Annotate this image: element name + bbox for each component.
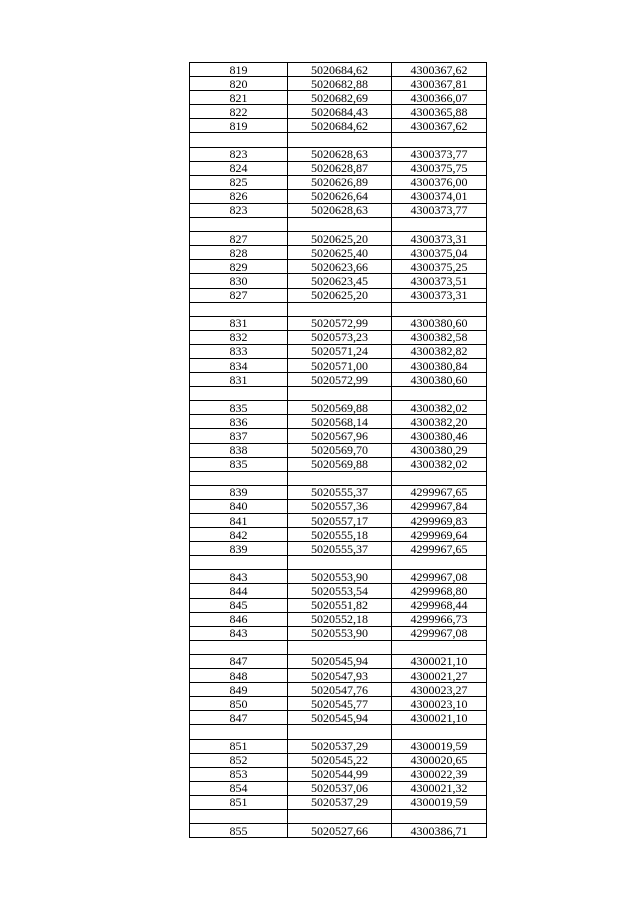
x-coordinate-cell: 5020626,89 bbox=[288, 175, 392, 189]
point-number-cell: 847 bbox=[190, 654, 288, 668]
y-coordinate-cell: 4300366,07 bbox=[392, 91, 487, 105]
y-coordinate-cell: 4300374,01 bbox=[392, 189, 487, 203]
table-row bbox=[190, 203, 487, 217]
table-row bbox=[190, 654, 487, 668]
point-number-cell: 854 bbox=[190, 781, 288, 795]
y-coordinate-cell: 4299967,08 bbox=[392, 626, 487, 640]
table-row bbox=[190, 274, 487, 288]
point-number-cell bbox=[190, 471, 288, 485]
y-coordinate-cell bbox=[392, 640, 487, 654]
y-coordinate-cell: 4300021,32 bbox=[392, 781, 487, 795]
x-coordinate-cell: 5020628,63 bbox=[288, 147, 392, 161]
table-row bbox=[190, 824, 487, 838]
y-coordinate-cell bbox=[392, 387, 487, 401]
point-number-cell: 824 bbox=[190, 161, 288, 175]
table-row bbox=[190, 584, 487, 598]
x-coordinate-cell: 5020684,43 bbox=[288, 105, 392, 119]
x-coordinate-cell: 5020537,29 bbox=[288, 795, 392, 809]
table-row bbox=[190, 63, 487, 77]
x-coordinate-cell: 5020551,82 bbox=[288, 598, 392, 612]
x-coordinate-cell: 5020571,24 bbox=[288, 344, 392, 358]
x-coordinate-cell: 5020573,23 bbox=[288, 330, 392, 344]
table-row bbox=[190, 542, 487, 556]
y-coordinate-cell: 4300021,10 bbox=[392, 654, 487, 668]
y-coordinate-cell: 4300382,02 bbox=[392, 401, 487, 415]
coordinates-table bbox=[189, 62, 487, 838]
point-number-cell: 833 bbox=[190, 344, 288, 358]
x-coordinate-cell: 5020544,99 bbox=[288, 767, 392, 781]
point-number-cell: 847 bbox=[190, 711, 288, 725]
x-coordinate-cell: 5020547,93 bbox=[288, 669, 392, 683]
y-coordinate-cell: 4299968,80 bbox=[392, 584, 487, 598]
point-number-cell bbox=[190, 133, 288, 147]
point-number-cell: 834 bbox=[190, 358, 288, 372]
y-coordinate-cell: 4300382,58 bbox=[392, 330, 487, 344]
blank-separator-row bbox=[190, 218, 487, 232]
table-row bbox=[190, 330, 487, 344]
blank-separator-row bbox=[190, 471, 487, 485]
y-coordinate-cell: 4299967,65 bbox=[392, 485, 487, 499]
x-coordinate-cell: 5020625,40 bbox=[288, 246, 392, 260]
x-coordinate-cell: 5020555,18 bbox=[288, 528, 392, 542]
x-coordinate-cell: 5020572,99 bbox=[288, 373, 392, 387]
table-row bbox=[190, 626, 487, 640]
x-coordinate-cell: 5020545,94 bbox=[288, 654, 392, 668]
table-row bbox=[190, 147, 487, 161]
y-coordinate-cell: 4300380,84 bbox=[392, 358, 487, 372]
y-coordinate-cell: 4299969,83 bbox=[392, 514, 487, 528]
table-row bbox=[190, 415, 487, 429]
y-coordinate-cell bbox=[392, 133, 487, 147]
y-coordinate-cell bbox=[392, 302, 487, 316]
x-coordinate-cell: 5020567,96 bbox=[288, 429, 392, 443]
point-number-cell: 821 bbox=[190, 91, 288, 105]
table-row bbox=[190, 105, 487, 119]
y-coordinate-cell: 4300022,39 bbox=[392, 767, 487, 781]
table-row bbox=[190, 429, 487, 443]
x-coordinate-cell: 5020682,69 bbox=[288, 91, 392, 105]
y-coordinate-cell: 4300373,77 bbox=[392, 203, 487, 217]
table-row bbox=[190, 683, 487, 697]
x-coordinate-cell bbox=[288, 725, 392, 739]
x-coordinate-cell: 5020572,99 bbox=[288, 316, 392, 330]
point-number-cell: 843 bbox=[190, 570, 288, 584]
table-row bbox=[190, 711, 487, 725]
point-number-cell bbox=[190, 556, 288, 570]
point-number-cell: 838 bbox=[190, 443, 288, 457]
y-coordinate-cell bbox=[392, 725, 487, 739]
y-coordinate-cell bbox=[392, 809, 487, 823]
table-row bbox=[190, 77, 487, 91]
point-number-cell: 843 bbox=[190, 626, 288, 640]
point-number-cell: 851 bbox=[190, 795, 288, 809]
x-coordinate-cell: 5020623,66 bbox=[288, 260, 392, 274]
point-number-cell bbox=[190, 640, 288, 654]
point-number-cell: 845 bbox=[190, 598, 288, 612]
point-number-cell: 826 bbox=[190, 189, 288, 203]
point-number-cell: 841 bbox=[190, 514, 288, 528]
x-coordinate-cell: 5020555,37 bbox=[288, 485, 392, 499]
x-coordinate-cell: 5020569,88 bbox=[288, 401, 392, 415]
table-row bbox=[190, 485, 487, 499]
y-coordinate-cell: 4300380,60 bbox=[392, 316, 487, 330]
y-coordinate-cell: 4300021,10 bbox=[392, 711, 487, 725]
blank-separator-row bbox=[190, 302, 487, 316]
table-row bbox=[190, 697, 487, 711]
table-row bbox=[190, 344, 487, 358]
point-number-cell: 823 bbox=[190, 203, 288, 217]
x-coordinate-cell: 5020626,64 bbox=[288, 189, 392, 203]
point-number-cell bbox=[190, 302, 288, 316]
x-coordinate-cell: 5020557,36 bbox=[288, 499, 392, 513]
y-coordinate-cell: 4300020,65 bbox=[392, 753, 487, 767]
point-number-cell: 827 bbox=[190, 232, 288, 246]
point-number-cell: 842 bbox=[190, 528, 288, 542]
y-coordinate-cell: 4300375,25 bbox=[392, 260, 487, 274]
x-coordinate-cell bbox=[288, 302, 392, 316]
y-coordinate-cell: 4300019,59 bbox=[392, 795, 487, 809]
x-coordinate-cell: 5020537,06 bbox=[288, 781, 392, 795]
blank-separator-row bbox=[190, 809, 487, 823]
y-coordinate-cell: 4300367,62 bbox=[392, 119, 487, 133]
y-coordinate-cell: 4300373,31 bbox=[392, 288, 487, 302]
blank-separator-row bbox=[190, 725, 487, 739]
y-coordinate-cell: 4299969,64 bbox=[392, 528, 487, 542]
y-coordinate-cell: 4300380,29 bbox=[392, 443, 487, 457]
y-coordinate-cell: 4300380,46 bbox=[392, 429, 487, 443]
x-coordinate-cell: 5020571,00 bbox=[288, 358, 392, 372]
point-number-cell: 851 bbox=[190, 739, 288, 753]
y-coordinate-cell: 4300373,31 bbox=[392, 232, 487, 246]
y-coordinate-cell: 4300023,27 bbox=[392, 683, 487, 697]
table-row bbox=[190, 457, 487, 471]
y-coordinate-cell: 4300380,60 bbox=[392, 373, 487, 387]
x-coordinate-cell bbox=[288, 387, 392, 401]
x-coordinate-cell: 5020684,62 bbox=[288, 119, 392, 133]
x-coordinate-cell bbox=[288, 556, 392, 570]
point-number-cell: 829 bbox=[190, 260, 288, 274]
point-number-cell: 828 bbox=[190, 246, 288, 260]
x-coordinate-cell: 5020553,90 bbox=[288, 626, 392, 640]
table-row bbox=[190, 246, 487, 260]
y-coordinate-cell: 4300373,77 bbox=[392, 147, 487, 161]
table-row bbox=[190, 570, 487, 584]
x-coordinate-cell: 5020569,70 bbox=[288, 443, 392, 457]
table-row bbox=[190, 119, 487, 133]
point-number-cell: 846 bbox=[190, 612, 288, 626]
x-coordinate-cell: 5020555,37 bbox=[288, 542, 392, 556]
blank-separator-row bbox=[190, 387, 487, 401]
y-coordinate-cell: 4300376,00 bbox=[392, 175, 487, 189]
table-row bbox=[190, 358, 487, 372]
point-number-cell: 819 bbox=[190, 63, 288, 77]
x-coordinate-cell bbox=[288, 809, 392, 823]
point-number-cell: 848 bbox=[190, 669, 288, 683]
table-row bbox=[190, 528, 487, 542]
point-number-cell: 839 bbox=[190, 485, 288, 499]
x-coordinate-cell: 5020545,94 bbox=[288, 711, 392, 725]
x-coordinate-cell: 5020553,90 bbox=[288, 570, 392, 584]
x-coordinate-cell: 5020553,54 bbox=[288, 584, 392, 598]
y-coordinate-cell: 4299967,08 bbox=[392, 570, 487, 584]
x-coordinate-cell: 5020569,88 bbox=[288, 457, 392, 471]
x-coordinate-cell: 5020557,17 bbox=[288, 514, 392, 528]
y-coordinate-cell: 4300382,02 bbox=[392, 457, 487, 471]
x-coordinate-cell: 5020545,22 bbox=[288, 753, 392, 767]
y-coordinate-cell: 4300375,04 bbox=[392, 246, 487, 260]
x-coordinate-cell: 5020527,66 bbox=[288, 824, 392, 838]
point-number-cell: 835 bbox=[190, 401, 288, 415]
y-coordinate-cell: 4299967,65 bbox=[392, 542, 487, 556]
y-coordinate-cell: 4300021,27 bbox=[392, 669, 487, 683]
x-coordinate-cell: 5020628,63 bbox=[288, 203, 392, 217]
point-number-cell: 832 bbox=[190, 330, 288, 344]
y-coordinate-cell: 4300382,20 bbox=[392, 415, 487, 429]
table-row bbox=[190, 175, 487, 189]
y-coordinate-cell: 4300019,59 bbox=[392, 739, 487, 753]
blank-separator-row bbox=[190, 556, 487, 570]
point-number-cell: 835 bbox=[190, 457, 288, 471]
point-number-cell: 830 bbox=[190, 274, 288, 288]
point-number-cell: 852 bbox=[190, 753, 288, 767]
point-number-cell: 840 bbox=[190, 499, 288, 513]
x-coordinate-cell: 5020568,14 bbox=[288, 415, 392, 429]
x-coordinate-cell bbox=[288, 133, 392, 147]
x-coordinate-cell: 5020684,62 bbox=[288, 63, 392, 77]
point-number-cell: 855 bbox=[190, 824, 288, 838]
table-row bbox=[190, 739, 487, 753]
x-coordinate-cell: 5020625,20 bbox=[288, 288, 392, 302]
point-number-cell: 822 bbox=[190, 105, 288, 119]
point-number-cell: 850 bbox=[190, 697, 288, 711]
x-coordinate-cell bbox=[288, 218, 392, 232]
point-number-cell: 827 bbox=[190, 288, 288, 302]
table-row bbox=[190, 499, 487, 513]
table-row bbox=[190, 91, 487, 105]
point-number-cell: 819 bbox=[190, 119, 288, 133]
x-coordinate-cell bbox=[288, 640, 392, 654]
point-number-cell: 831 bbox=[190, 316, 288, 330]
table-row bbox=[190, 612, 487, 626]
table-row bbox=[190, 161, 487, 175]
point-number-cell: 839 bbox=[190, 542, 288, 556]
y-coordinate-cell: 4300375,75 bbox=[392, 161, 487, 175]
point-number-cell: 836 bbox=[190, 415, 288, 429]
point-number-cell: 844 bbox=[190, 584, 288, 598]
y-coordinate-cell bbox=[392, 471, 487, 485]
table-row bbox=[190, 781, 487, 795]
table-row bbox=[190, 514, 487, 528]
table-row bbox=[190, 443, 487, 457]
point-number-cell: 853 bbox=[190, 767, 288, 781]
point-number-cell: 820 bbox=[190, 77, 288, 91]
point-number-cell: 825 bbox=[190, 175, 288, 189]
y-coordinate-cell: 4300365,88 bbox=[392, 105, 487, 119]
point-number-cell bbox=[190, 387, 288, 401]
y-coordinate-cell: 4299968,44 bbox=[392, 598, 487, 612]
x-coordinate-cell: 5020552,18 bbox=[288, 612, 392, 626]
table-row bbox=[190, 316, 487, 330]
y-coordinate-cell: 4300023,10 bbox=[392, 697, 487, 711]
y-coordinate-cell bbox=[392, 556, 487, 570]
blank-separator-row bbox=[190, 640, 487, 654]
table-row bbox=[190, 232, 487, 246]
coordinates-table-body bbox=[190, 63, 487, 838]
point-number-cell: 849 bbox=[190, 683, 288, 697]
y-coordinate-cell: 4300373,51 bbox=[392, 274, 487, 288]
table-row bbox=[190, 669, 487, 683]
x-coordinate-cell: 5020547,76 bbox=[288, 683, 392, 697]
table-row bbox=[190, 795, 487, 809]
x-coordinate-cell bbox=[288, 471, 392, 485]
point-number-cell bbox=[190, 725, 288, 739]
table-row bbox=[190, 260, 487, 274]
x-coordinate-cell: 5020623,45 bbox=[288, 274, 392, 288]
table-row bbox=[190, 401, 487, 415]
y-coordinate-cell bbox=[392, 218, 487, 232]
point-number-cell bbox=[190, 809, 288, 823]
y-coordinate-cell: 4300382,82 bbox=[392, 344, 487, 358]
point-number-cell: 823 bbox=[190, 147, 288, 161]
table-row bbox=[190, 767, 487, 781]
table-row bbox=[190, 598, 487, 612]
y-coordinate-cell: 4300386,71 bbox=[392, 824, 487, 838]
table-row bbox=[190, 753, 487, 767]
point-number-cell bbox=[190, 218, 288, 232]
table-row bbox=[190, 189, 487, 203]
x-coordinate-cell: 5020628,87 bbox=[288, 161, 392, 175]
x-coordinate-cell: 5020682,88 bbox=[288, 77, 392, 91]
point-number-cell: 831 bbox=[190, 373, 288, 387]
x-coordinate-cell: 5020545,77 bbox=[288, 697, 392, 711]
y-coordinate-cell: 4300367,62 bbox=[392, 63, 487, 77]
y-coordinate-cell: 4300367,81 bbox=[392, 77, 487, 91]
x-coordinate-cell: 5020625,20 bbox=[288, 232, 392, 246]
x-coordinate-cell: 5020537,29 bbox=[288, 739, 392, 753]
blank-separator-row bbox=[190, 133, 487, 147]
y-coordinate-cell: 4299967,84 bbox=[392, 499, 487, 513]
y-coordinate-cell: 4299966,73 bbox=[392, 612, 487, 626]
table-row bbox=[190, 373, 487, 387]
table-row bbox=[190, 288, 487, 302]
point-number-cell: 837 bbox=[190, 429, 288, 443]
